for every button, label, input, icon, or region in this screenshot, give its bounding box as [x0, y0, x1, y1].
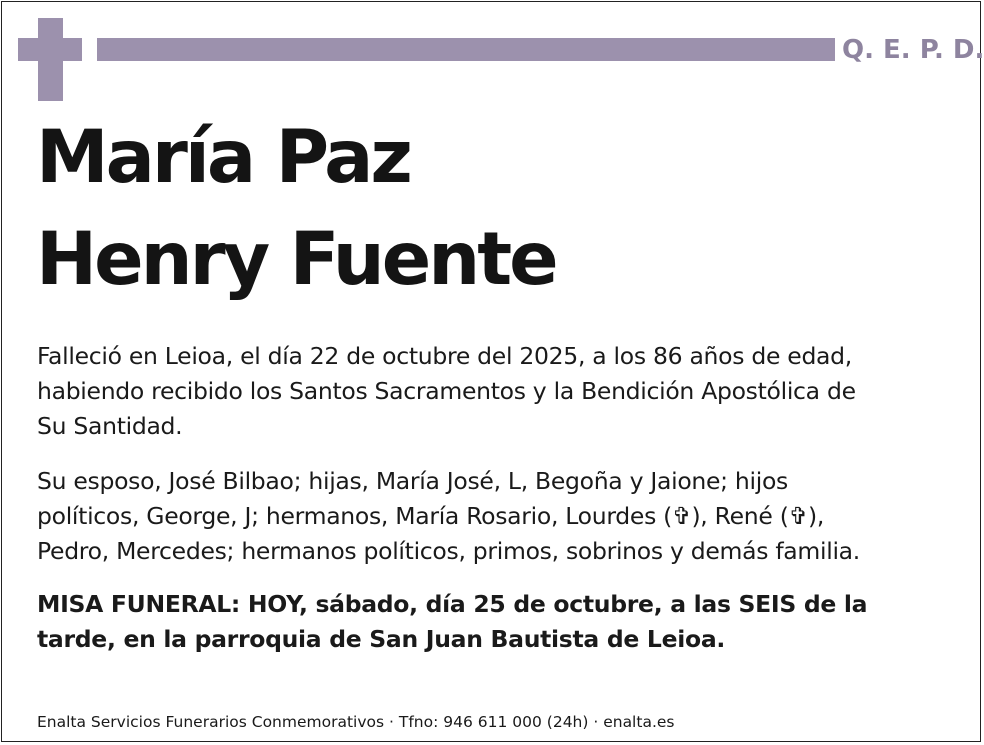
- death-notice-line: Su Santidad.: [37, 412, 183, 440]
- header-rule: [97, 38, 835, 61]
- funeral-home-footer: Enalta Servicios Funerarios Conmemorativos · Tfno: 946 611 000 (24h) · enalta.es: [37, 713, 675, 731]
- family-line: Pedro, Mercedes; hermanos políticos, primos, sobrinos y demás familia.: [37, 537, 860, 565]
- cross-icon-bar: [18, 38, 82, 61]
- funeral-line: tarde, en la parroquia de San Juan Bautista de Leioa.: [37, 625, 726, 653]
- family-line: políticos, George, J; hermanos, María Rosario, Lourdes (✞), René (✞),: [37, 502, 824, 530]
- deceased-name-last: Henry Fuente: [36, 217, 556, 302]
- funeral-mass-paragraph: [37, 587, 957, 657]
- family-line: Su esposo, José Bilbao; hijas, María José, L, Begoña y Jaione; hijos: [37, 467, 789, 495]
- family-paragraph: [37, 464, 957, 569]
- death-notice-line: Falleció en Leioa, el día 22 de octubre del 2025, a los 86 años de edad,: [37, 342, 852, 370]
- death-notice-line: habiendo recibido los Santos Sacramentos y la Bendición Apostólica de: [37, 377, 856, 405]
- deceased-name-first: María Paz: [36, 115, 410, 200]
- qepd-label: Q. E. P. D.: [842, 35, 984, 65]
- death-notice-paragraph: [37, 339, 957, 444]
- funeral-line: MISA FUNERAL: HOY, sábado, día 25 de octubre, a las SEIS de la: [37, 590, 868, 618]
